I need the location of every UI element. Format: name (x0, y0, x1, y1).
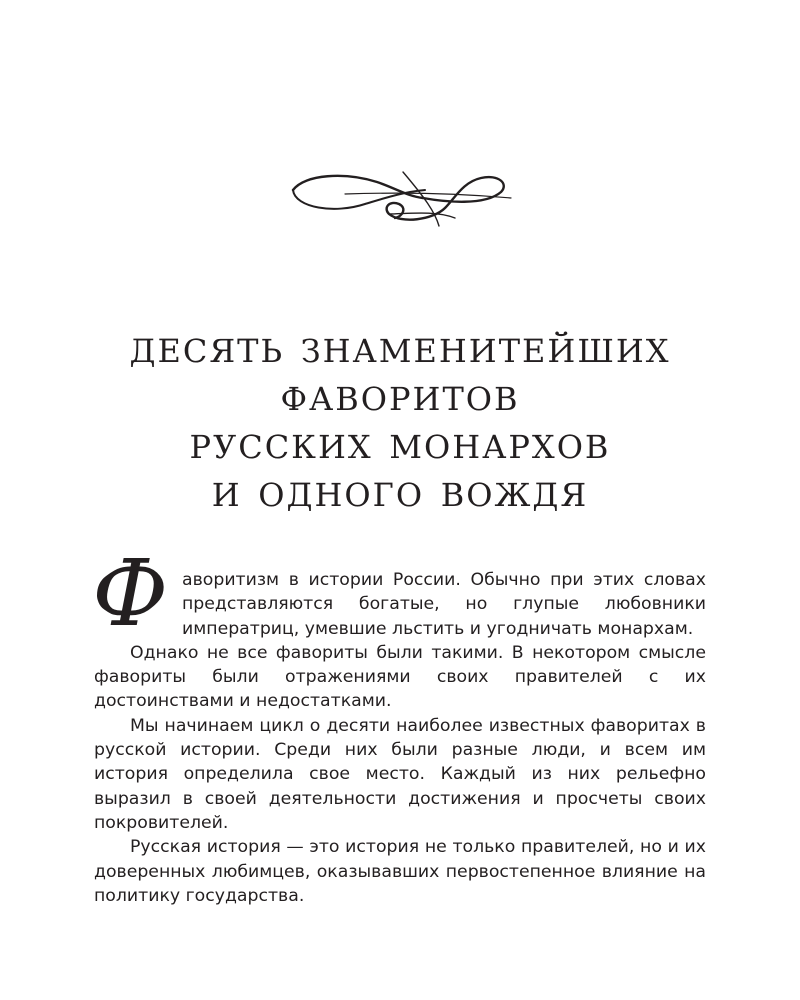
chapter-title-line: фаворитов (280, 367, 520, 421)
paragraph (92, 540, 706, 647)
chapter-title-line: десять знаменитейших (129, 319, 671, 373)
paragraph-text: аворитизм в истории России. Обычно при этих словах представляются богатые, но глупые любовники императриц, умевшие льстить и угодничать монархам. (182, 570, 706, 639)
paragraph: Мы начинаем цикл о десяти наиболее известных фаворитах в русской истории. Среди них были разные люди, и всем им история определила свое место. Каждый из них рельефно выразил в своей деятельности достижения и просчеты своих покровителей. (94, 715, 706, 833)
chapter-title-line: русских монархов (189, 415, 611, 469)
paragraph: Однако не все фавориты были такими. В некотором смысле фавориты были отражениями своих правителей с их достоинствами и недостатками. (94, 642, 706, 712)
chapter-body (92, 540, 706, 908)
chapter-title (40, 319, 760, 517)
flourish-ornament-icon (285, 168, 515, 232)
chapter-title-line: и одного вождя (211, 463, 589, 517)
paragraph: Русская история — это история не только правителей, но и их доверенных любимцев, оказывавших первостепенное влияние на политику государства. (94, 837, 706, 906)
drop-cap: Ф (92, 540, 169, 647)
